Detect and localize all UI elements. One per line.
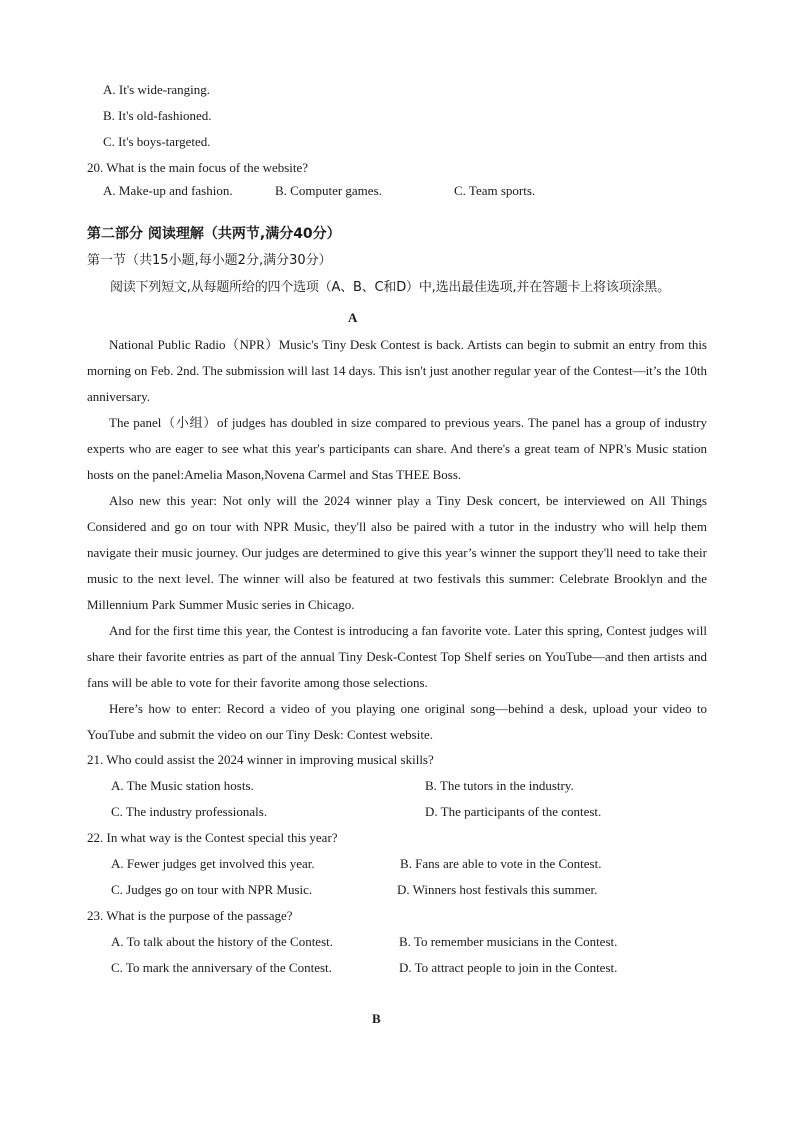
instruction-text: 阅读下列短文,从每题所给的四个选项（A、B、C和D）中,选出最佳选项,并在答题卡上将该项涂黑。 (110, 280, 670, 295)
passage-a-paragraph-2: The panel（小组）of judges has doubled in size compared to previous years. The panel has a group of industry experts who are eager to see what this year's participants can share. And there's a great team of NPR's Music station hosts on the panel:Amelia Mason,Novena Carmel and Stas THEE Boss. (87, 415, 707, 482)
q23-stem: 23. What is the purpose of the passage? (87, 908, 293, 923)
q21-stem: 21. Who could assist the 2024 winner in improving musical skills? (87, 752, 434, 767)
q20-option-b: B. Computer games. (275, 183, 382, 198)
q20-stem: 20. What is the main focus of the website? (87, 160, 309, 175)
q19-option-c: C. It's boys-targeted. (103, 134, 211, 149)
q23-option-b: B. To remember musicians in the Contest. (399, 934, 618, 949)
passage-a-label: A (348, 310, 358, 325)
q20-option-c: C. Team sports. (454, 183, 536, 198)
passage-a-paragraph-3: Also new this year: Not only will the 2024 winner play a Tiny Desk concert, be interviewed on All Things Considered and go on tour with NPR Music, they'll also be paired with a tutor in the industry who will help them navigate their music journey. Our judges are determined to give this year’s winner the support they'll need to take their music to the next level. The winner will also be featured at two festivals this summer: Celebrate Brooklyn and the Millennium Park Summer Music series in Chicago. (87, 493, 707, 612)
q21-option-a: A. The Music station hosts. (111, 778, 254, 793)
q21-option-d: D. The participants of the contest. (425, 804, 602, 819)
q19-option-b: B. It's old-fashioned. (103, 108, 212, 123)
q23-option-a: A. To talk about the history of the Contest. (111, 934, 333, 949)
passage-b-label: B (372, 1011, 381, 1026)
passage-a-paragraph-5: Here’s how to enter: Record a video of you playing one original song—behind a desk, upload your video to YouTube and submit the video on our Tiny Desk: Contest website. (87, 701, 707, 742)
q23-option-d: D. To attract people to join in the Contest. (399, 960, 618, 975)
q20-option-a: A. Make-up and fashion. (103, 183, 233, 198)
q22-option-c: C. Judges go on tour with NPR Music. (111, 882, 313, 897)
q22-option-b: B. Fans are able to vote in the Contest. (400, 856, 602, 871)
passage-a-paragraph-1: National Public Radio（NPR）Music's Tiny Desk Contest is back. Artists can begin to submit an entry from this morning on Feb. 2nd. The submission will last 14 days. This isn't just another regular year of the Contest—it’s the 10th anniversary. (87, 337, 707, 404)
passage-a-paragraph-4: And for the first time this year, the Contest is introducing a fan favorite vote. Later this spring, Contest judges will share their favorite entries as part of the annual Tiny Desk-Contest Top Shelf series on YouTube—and then artists and fans will be able to vote for their favorite among those selections. (87, 623, 707, 690)
passage-a-body (87, 332, 707, 748)
q22-stem: 22. In what way is the Contest special this year? (87, 830, 338, 845)
section1-title: 第一节（共15小题,每小题2分,满分30分） (87, 253, 332, 268)
q21-option-c: C. The industry professionals. (111, 804, 268, 819)
part2-title: 第二部分 阅读理解（共两节,满分40分） (87, 226, 341, 242)
q22-option-a: A. Fewer judges get involved this year. (111, 856, 315, 871)
q19-option-a: A. It's wide-ranging. (103, 82, 211, 97)
q22-option-d: D. Winners host festivals this summer. (397, 882, 598, 897)
q23-option-c: C. To mark the anniversary of the Contest. (111, 960, 332, 975)
q21-option-b: B. The tutors in the industry. (425, 778, 574, 793)
